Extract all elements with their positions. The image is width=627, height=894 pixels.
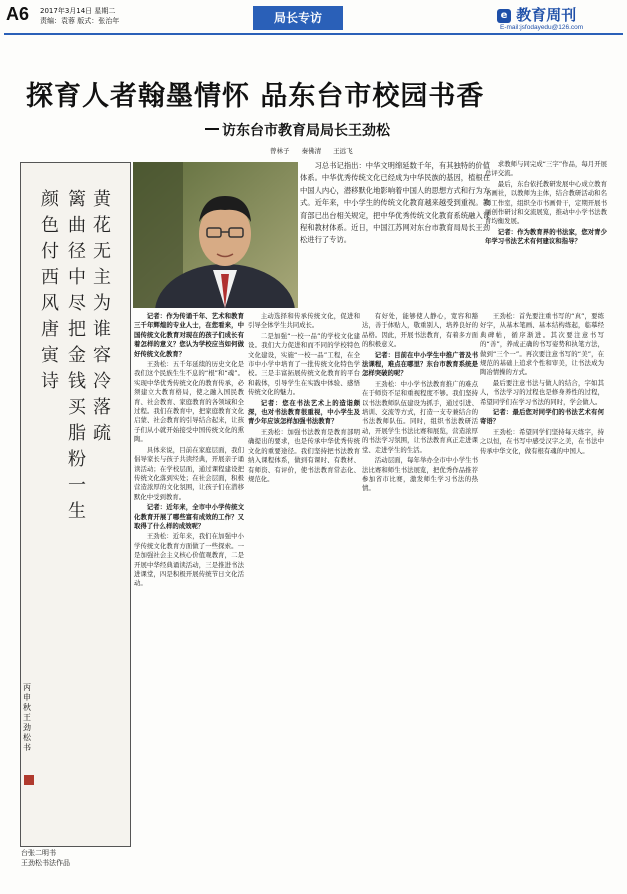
answer: 王劲松：首先要注重书写的“真”，要练好字，从基本笔画、基本结构练起，临摹经典碑帖，循序渐进。其次要注意书写的“善”，养成正确的书写姿势和执笔方法，做到“三个一”。再次要注意书写的“美”，在规范的基础上追求个性和审美，让书法成为陶冶情操的方式。 — [480, 312, 604, 377]
column-4-top — [485, 160, 607, 310]
article-title: 探育人者翰墨情怀 品东台市校园书香 — [26, 81, 485, 112]
portrait-image — [133, 162, 298, 308]
article-subtitle: 访东台市教育局局长王劲松 — [222, 123, 390, 139]
intro-paragraph: 习总书记指出：中华文明绵延数千年，有其独特的价值体系。中华优秀传统文化已经成为中华民族的基因，植根在中国人内心，潜移默化地影响着中国人的思想方式和行为方式。近年来，中小学生的传统文化教育越来越受到重视。教育部已出台相关规定，把中华优秀传统文化教育系统融入课程和教材体系。近日，中国江苏网对东台市教育局局长王劲松进行了专访。 — [300, 161, 490, 245]
paragraph: 最后，东台依托教研发展中心成立教育书画社，以教师为主体，结合教研活动和名师工作室，组织全市书画骨干，定期开展书画创作研讨和交流展览，推动中小学书法教育均衡发展。 — [485, 179, 607, 226]
logo-icon: e — [497, 9, 511, 23]
issue-date: 2017年3月14日 星期二 — [40, 7, 116, 15]
question: 记者：目前在中小学生中推广普及书法课程，难点在哪里？东台市教育系统是怎样突破的呢？ — [362, 350, 478, 378]
column-4 — [480, 312, 604, 862]
portrait-photo — [133, 162, 298, 308]
column-1 — [134, 312, 244, 862]
answer: 具体来说，目前在家庭层面，我们倡导家长与孩子共读经典，开展亲子诵读活动；在学校层面，通过课程建设把传统文化落到实处；在社会层面，积极营造浓厚的文化氛围，让孩子们在潜移默化中受到教育。 — [134, 445, 244, 501]
column-2 — [248, 312, 360, 862]
calligraphy-column-3: 颜色付西风唐寅诗 — [41, 189, 59, 392]
section-banner: 局长专访 — [253, 6, 343, 30]
calligraphy-column-1: 黄花无主为谁容冷落疏 — [93, 189, 111, 444]
caption-line-2: 王劲松书法作品 — [21, 859, 70, 867]
question: 记者：近年来，全市中小学传统文化教育开展了哪些富有成效的工作？又取得了什么样的成效呢？ — [134, 503, 244, 530]
answer: 王劲松：近年来，我们在加强中小学传统文化教育方面做了一些探索。一是加强社会主义核心价值观教育，二是开展中华经典诵读活动，三是推进书法进课堂，四是积极开展传统节日文化活动。 — [134, 532, 244, 588]
calligraphy-signature: 丙申秋王劲松书 — [23, 683, 31, 752]
subtitle-dash — [205, 128, 219, 130]
editor-credit: 责编：袁蓉 版式：张治年 — [40, 17, 120, 25]
answer: 有好处，能够使人静心，宽容和豁达，善于体贴人，敬重别人，培养良好的品格。因此，开展书法教育，有着多方面的积极意义。 — [362, 312, 478, 349]
question: 记者：作为教育界的书法家，您对青少年学习书法艺术有何建议和指导？ — [485, 227, 607, 246]
answer: 主动选择和传承传统文化，促进和引导全体学生共同成长。 — [248, 312, 360, 330]
masthead-logo — [497, 4, 576, 25]
column-3 — [362, 312, 478, 862]
answer: 二是加强“一校一品”的学校文化建设。我们大力促进和而不同的学校特色文化建设，实施“一校一品”工程，在全市中小学中培育了一批传统文化特色学校。三是丰富拓展传统文化教育的平台和载体，引导学生在实践中体验、感悟传统文化的魅力。 — [248, 331, 360, 397]
answer: 最后要注意书法与做人的结合，字如其人，书法学习的过程也是修身养性的过程，希望同学们在学习书法的同时，学会做人。 — [480, 378, 604, 406]
answer: 王劲松：中小学书法教育推广的难点在于师资不足和重视程度不够。我们坚持以书法教师队伍建设为抓手，通过引进、培训、交流等方式，打造一支专兼结合的书法教师队伍。同时，组织书法教研活动，开展学生书法比赛和展览，营造浓厚的书法学习氛围，让书法教育真正走进课堂、走进学生的生活。 — [362, 379, 478, 454]
answer: 王劲松：加强书法教育是教育部明确提出的要求，也是传承中华优秀传统文化的重要途径。我们坚持把书法教育纳入课程体系，做到有课时、有教材、有师资、有评价，使书法教育常态化、规范化。 — [248, 427, 360, 483]
caption-line-1: 台张二明书 — [21, 849, 56, 857]
question: 记者：您在书法艺术上的造诣颇深，也对书法教育很重视，中小学生及青少年应该怎样加强书法教育？ — [248, 398, 360, 426]
contact-email: E-mail:jsfodayedu@126.com — [500, 24, 584, 31]
byline: 曾林子 秦佛清 王远飞 — [270, 147, 353, 155]
header-rule — [4, 33, 623, 35]
article-intro — [300, 160, 490, 308]
calligraphy-caption — [21, 848, 70, 868]
answer: 活动层面，每年举办全市中小学生书法比赛和师生书法展览，把优秀作品推荐参加省市比赛，激发师生学习书法的热情。 — [362, 456, 478, 493]
paragraph: 求教师与同完成“三字”作品，每月开展总评交流。 — [485, 160, 607, 178]
question: 记者：作为传诵千年、艺术和教育三千年辉煌的专业人士，在您看来，中国传统文化教育对现在的孩子们成长有着怎样的意义？您认为学校应当如何做好传统文化教育？ — [134, 312, 244, 358]
seal-stamp — [24, 775, 34, 785]
question: 记者：最后您对同学们的书法艺术有何寄语？ — [480, 408, 604, 426]
page-number: A6 — [6, 4, 30, 24]
answer: 王劲松：五千年延续的历史文化是我们这个民族生生不息的“根”和“魂”。实现中华优秀传统文化的教育传承，必须建立大教育格局，使之融入国民教育、社会教育、家庭教育的各领域和全过程。我们在教育中，把家庭教育文化启蒙、社会教育的引导结合起来，让孩子们从小就开始接受中国传统文化的熏陶。 — [134, 360, 244, 444]
answer: 王劲松：希望同学们坚持每天练字，持之以恒，在书写中感受汉字之美，在书法中传承中华文化，做有根有魂的中国人。 — [480, 427, 604, 455]
calligraphy-column-2: 篱曲径中尽把金钱买脂粉一生 — [68, 189, 86, 522]
logo-text: 教育周刊 — [516, 6, 577, 24]
calligraphy-artwork — [20, 162, 131, 847]
